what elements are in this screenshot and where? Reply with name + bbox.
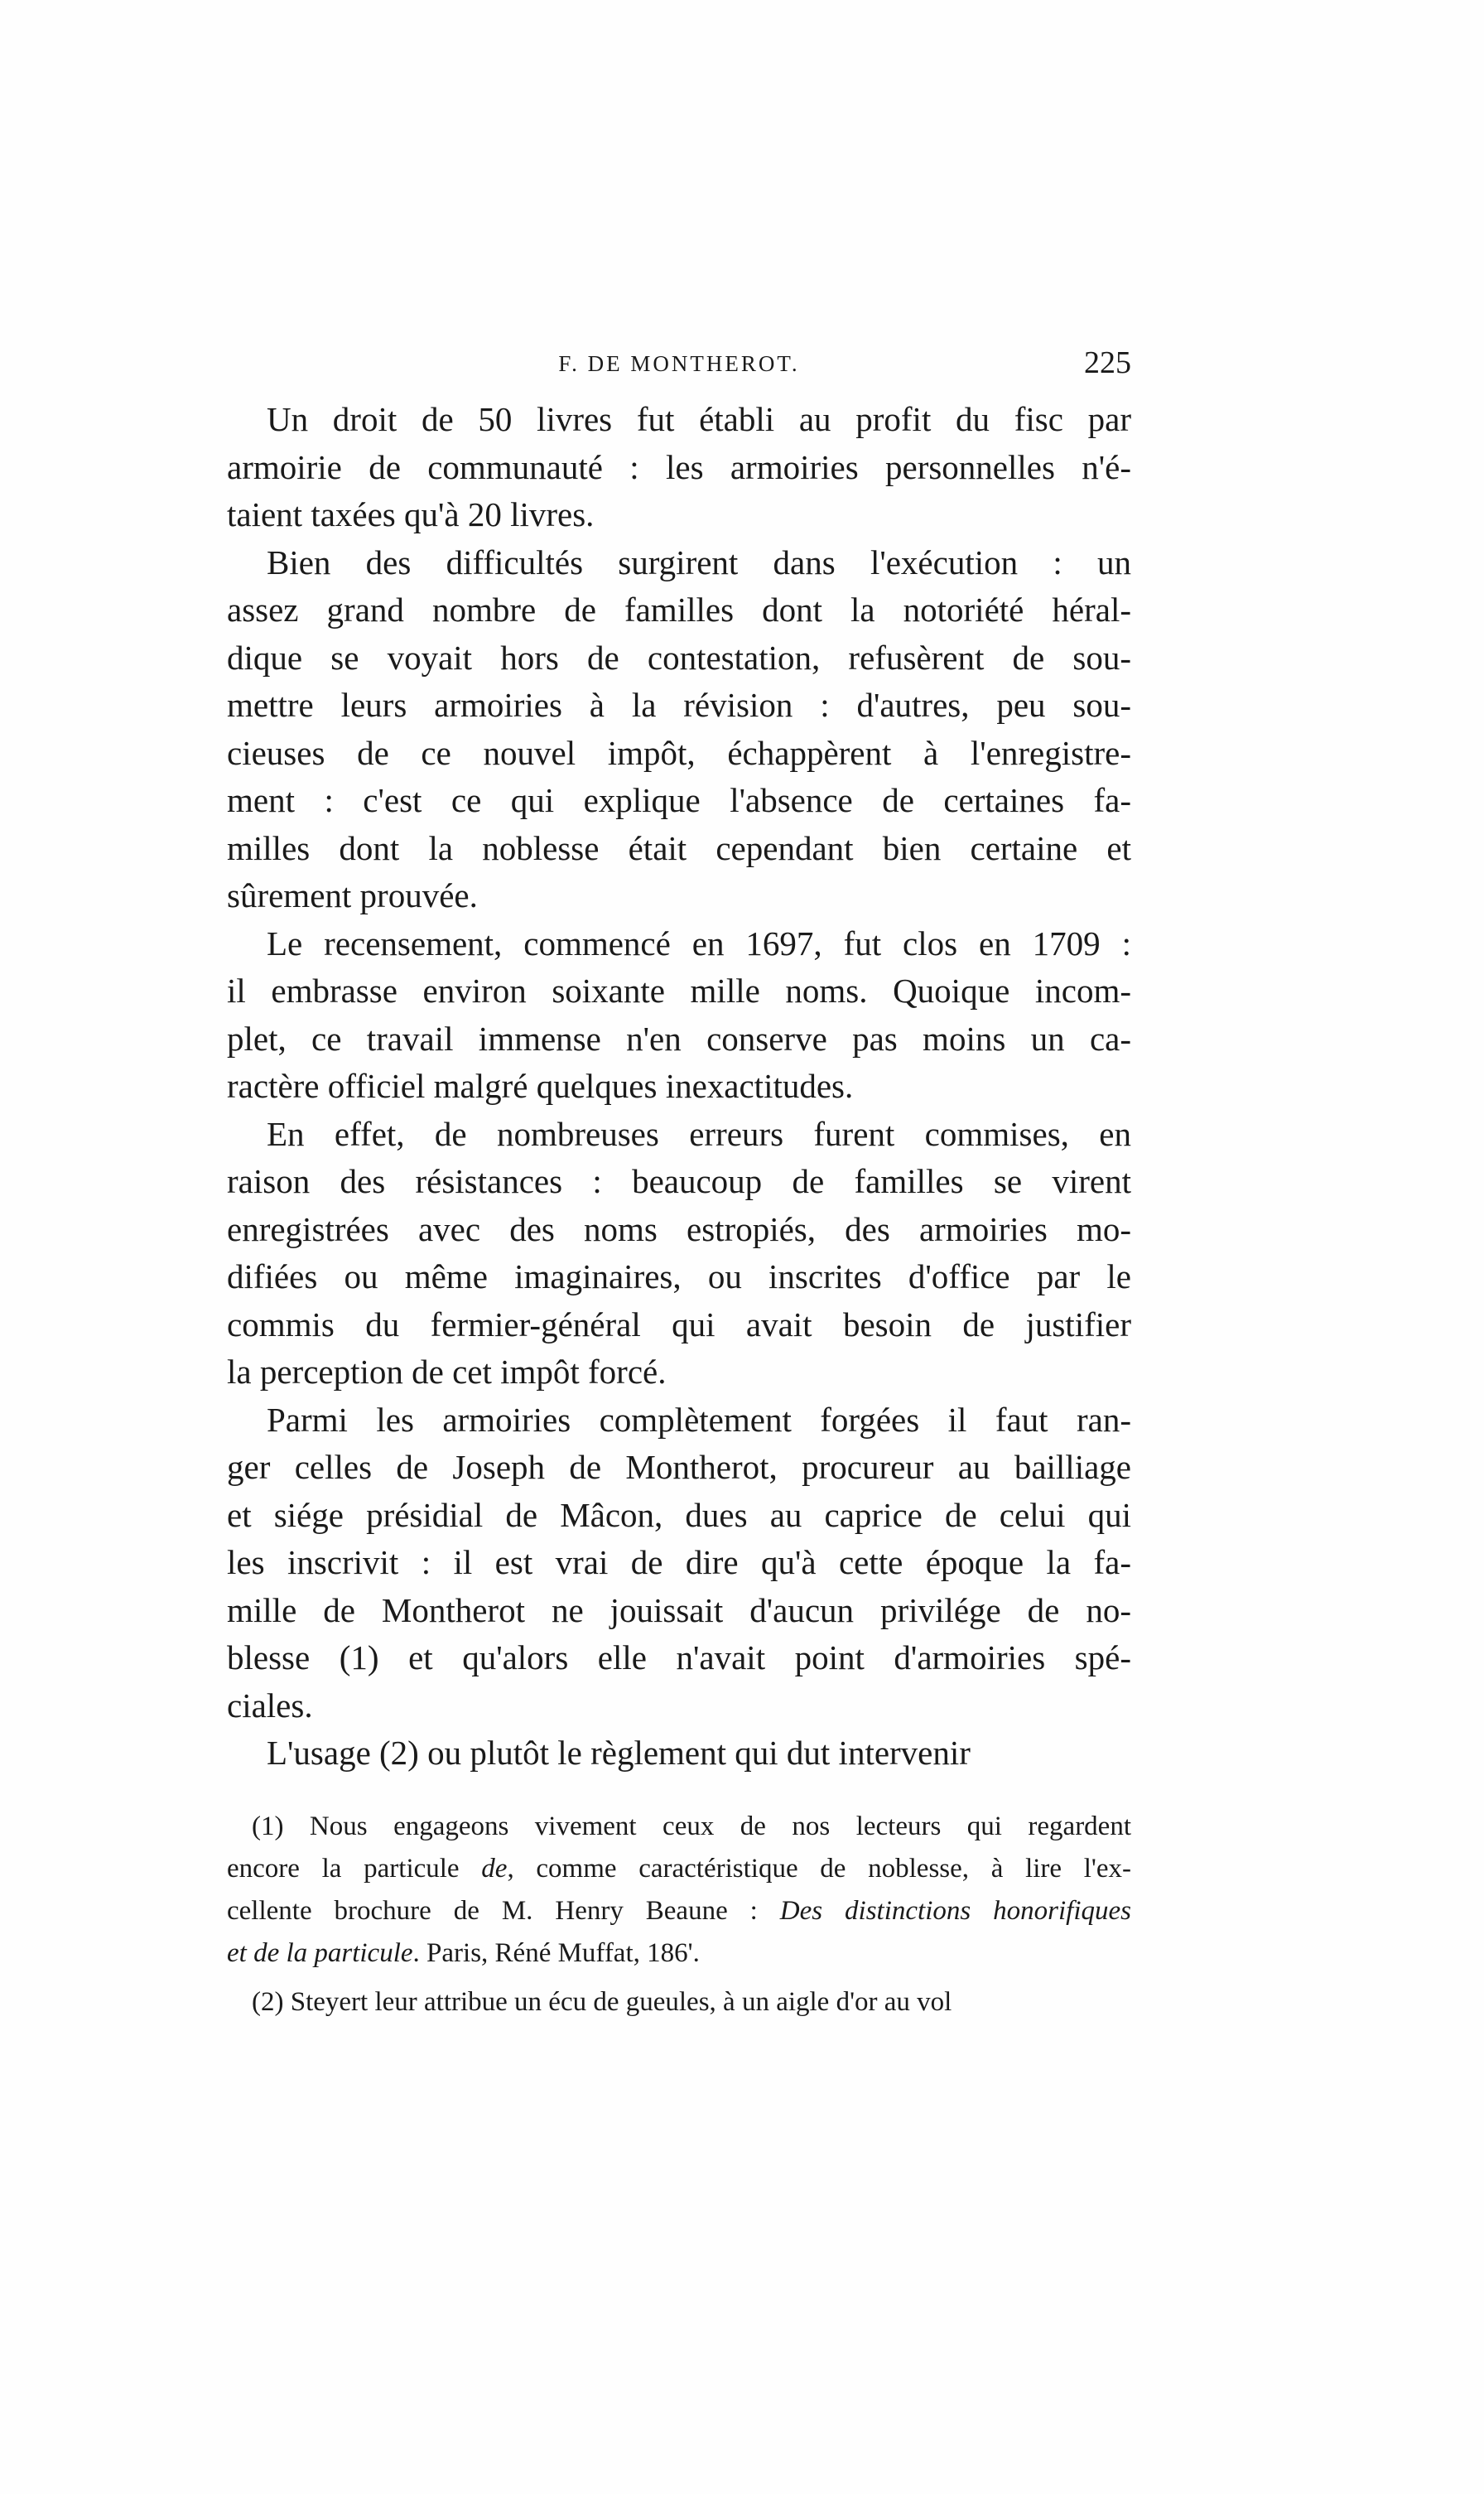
text-line: et siége présidial de Mâcon, dues au caprice de celui qui <box>227 1495 1131 1534</box>
text-line: En effet, de nombreuses erreurs furent commises, en <box>267 1114 1131 1153</box>
text-line: blesse (1) et qu'alors elle n'avait point d'armoiries spé- <box>227 1638 1131 1676</box>
footnote-italic-text: de <box>481 1854 508 1884</box>
footnote-text: encore la particule <box>227 1854 482 1884</box>
footnote-line <box>227 1848 1131 1890</box>
footnote-line <box>227 1806 1131 1848</box>
text-line: assez grand nombre de familles dont la notoriété héral- <box>227 591 1131 629</box>
running-head <box>227 341 1131 383</box>
footnote-italic-text: Des distinctions honorifiques <box>779 1896 1131 1926</box>
text-line: la perception de cet impôt forcé. <box>227 1353 667 1391</box>
text-line: ractère officiel malgré quelques inexactitudes. <box>227 1067 854 1105</box>
footnotes <box>227 1806 1131 2024</box>
text-line: L'usage (2) ou plutôt le règlement qui dut intervenir <box>267 1734 971 1772</box>
text-line: cieuses de ce nouvel impôt, échappèrent à l'enregistre- <box>227 733 1131 772</box>
text-line: Bien des difficultés surgirent dans l'exécution : un <box>267 543 1131 581</box>
text-line: Le recensement, commencé en 1697, fut clos en 1709 : <box>267 924 1131 962</box>
text-line: mille de Montherot ne jouissait d'aucun privilége de no- <box>227 1590 1131 1629</box>
text-line: dique se voyait hors de contestation, refusèrent de sou- <box>227 638 1131 677</box>
footnote-line <box>227 1932 1131 1975</box>
main-text <box>227 396 1131 1778</box>
text-line: il embrasse environ soixante mille noms. Quoique incom- <box>227 972 1131 1010</box>
footnote-italic-text: et de la particule <box>227 1938 413 1968</box>
footnote-text: , comme caractéristique de noblesse, à lire l'ex- <box>507 1854 1131 1884</box>
text-line: ment : c'est ce qui explique l'absence de certaines fa- <box>227 781 1131 819</box>
text-line: plet, ce travail immense n'en conserve pas moins un ca- <box>227 1019 1131 1058</box>
page-number: 225 <box>1084 345 1131 380</box>
text-line: raison des résistances : beaucoup de familles se virent <box>227 1162 1131 1200</box>
text-line: taient taxées qu'à 20 livres. <box>227 495 595 533</box>
footnote-line <box>227 1890 1131 1932</box>
footnote-line <box>227 1981 1131 2024</box>
footnote-text: (1) Nous engageons vivement ceux de nos lecteurs qui regardent <box>252 1811 1131 1841</box>
text-line: enregistrées avec des noms estropiés, des armoiries mo- <box>227 1209 1131 1248</box>
text-line: milles dont la noblesse était cependant bien certaine et <box>227 828 1131 867</box>
footnote-text: . Paris, Réné Muffat, 186'. <box>412 1938 700 1968</box>
text-line: difiées ou même imaginaires, ou inscrites d'office par le <box>227 1257 1131 1295</box>
text-line: sûrement prouvée. <box>227 876 478 914</box>
text-line: Un droit de 50 livres fut établi au profit du fisc par <box>267 400 1131 438</box>
text-line: ciales. <box>227 1686 313 1725</box>
footnote-text: (2) Steyert leur attribue un écu de gueules, à un aigle d'or au vol <box>252 1987 952 2017</box>
running-title: F. DE MONTHEROT. <box>558 351 800 376</box>
text-line: Parmi les armoiries complètement forgées il faut ran- <box>267 1400 1131 1439</box>
text-line: armoirie de communauté : les armoiries personnelles n'é- <box>227 447 1131 486</box>
text-line: commis du fermier-général qui avait besoin de justifier <box>227 1305 1131 1343</box>
footnote-text: cellente brochure de M. Henry Beaune : <box>227 1896 780 1926</box>
text-line: mettre leurs armoiries à la révision : d'autres, peu sou- <box>227 686 1131 724</box>
text-line: les inscrivit : il est vrai de dire qu'à cette époque la fa- <box>227 1543 1131 1581</box>
text-line: ger celles de Joseph de Montherot, procureur au bailliage <box>227 1448 1131 1486</box>
